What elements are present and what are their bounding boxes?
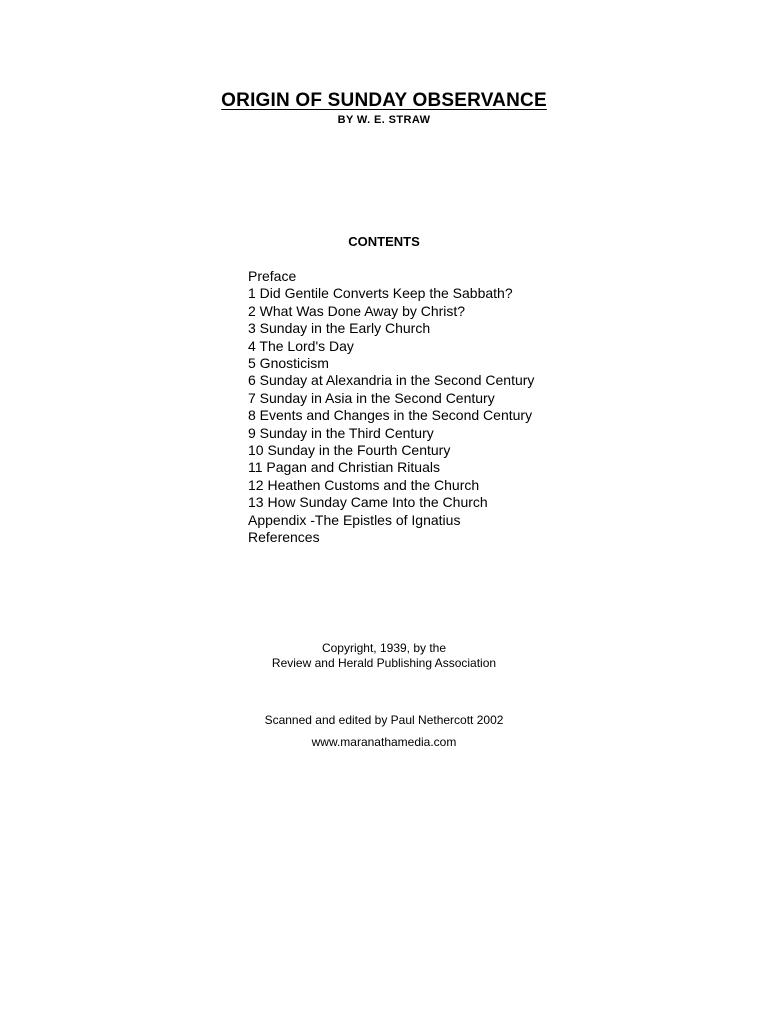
publisher-line: Review and Herald Publishing Association <box>271 656 497 670</box>
copyright-notice <box>0 641 768 671</box>
toc-item-chapter-5: 5 Gnosticism <box>248 355 329 372</box>
contents-heading: CONTENTS <box>348 234 420 249</box>
toc-item-chapter-2: 2 What Was Done Away by Christ? <box>248 302 466 319</box>
toc-item-chapter-11: 11 Pagan and Christian Rituals <box>248 459 440 476</box>
author-line: BY W. E. STRAW <box>337 114 431 126</box>
toc-item-chapter-4: 4 The Lord's Day <box>248 337 354 354</box>
toc-item-references: References <box>248 529 320 546</box>
toc-item-chapter-13: 13 How Sunday Came Into the Church <box>248 494 488 511</box>
table-of-contents <box>248 268 534 547</box>
toc-item-chapter-1: 1 Did Gentile Converts Keep the Sabbath? <box>248 285 513 302</box>
toc-item-chapter-12: 12 Heathen Customs and the Church <box>248 476 480 493</box>
document-title: ORIGIN OF SUNDAY OBSERVANCE <box>221 90 547 111</box>
copyright-line: Copyright, 1939, by the <box>321 641 447 655</box>
toc-item-chapter-9: 9 Sunday in the Third Century <box>248 424 434 441</box>
website-url: www.maranathamedia.com <box>311 735 457 749</box>
toc-item-chapter-6: 6 Sunday at Alexandria in the Second Century <box>248 372 535 389</box>
toc-item-chapter-10: 10 Sunday in the Fourth Century <box>248 442 451 459</box>
toc-item-chapter-3: 3 Sunday in the Early Church <box>248 320 431 337</box>
toc-item-appendix: Appendix -The Epistles of Ignatius <box>248 511 461 528</box>
toc-item-chapter-7: 7 Sunday in Asia in the Second Century <box>248 389 495 406</box>
scanned-by-credit: Scanned and edited by Paul Nethercott 2002 <box>264 713 504 727</box>
toc-item-chapter-8: 8 Events and Changes in the Second Century <box>248 407 533 424</box>
toc-item-preface: Preface <box>248 268 297 284</box>
